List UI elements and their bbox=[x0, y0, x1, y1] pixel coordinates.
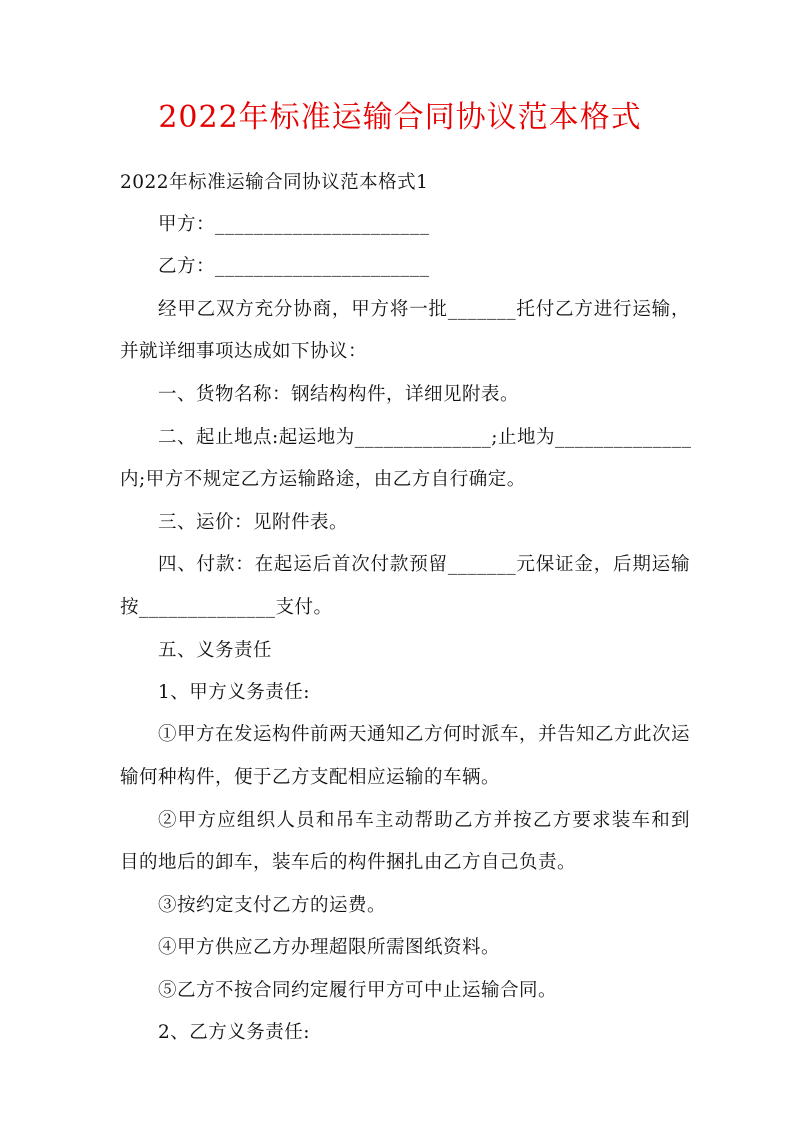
party-a-item-1: ①甲方在发运构件前两天通知乙方何时派车，并告知乙方此次运 bbox=[158, 724, 691, 745]
party-a-item-4: ④甲方供应乙方办理超限所需图纸资料。 bbox=[158, 937, 501, 958]
clause-price: 三、运价：见附件表。 bbox=[158, 512, 349, 533]
clause-payment: 四、付款：在起运后首次付款预留_______元保证金，后期运输 bbox=[158, 554, 690, 575]
paragraph-line: 经甲乙双方充分协商，甲方将一批_______托付乙方进行运输， bbox=[158, 299, 690, 320]
section-obligations: 五、义务责任 bbox=[158, 640, 273, 661]
party-b-line: 乙方：______________________ bbox=[158, 256, 430, 277]
document-title: 2022年标准运输合同协议范本格式 bbox=[158, 100, 642, 135]
subsection-party-a: 1、甲方义务责任: bbox=[158, 682, 311, 703]
party-a-item-1-cont: 输何种构件，便于乙方支配相应运输的车辆。 bbox=[120, 767, 501, 788]
party-a-line: 甲方：______________________ bbox=[158, 214, 430, 235]
document-subtitle: 2022年标准运输合同协议范本格式1 bbox=[120, 172, 429, 193]
party-a-item-5: ⑤乙方不按合同约定履行甲方可中止运输合同。 bbox=[158, 980, 558, 1001]
clause-locations-cont: 内;甲方不规定乙方运输路途，由乙方自行确定。 bbox=[120, 469, 526, 490]
party-a-item-2-cont: 目的地后的卸车，装车后的构件捆扎由乙方自己负责。 bbox=[120, 852, 577, 873]
clause-payment-cont: 按______________支付。 bbox=[120, 597, 333, 618]
paragraph-line: 并就详细事项达成如下协议： bbox=[120, 341, 368, 362]
clause-locations: 二、起止地点:起运地为______________;止地为______________ bbox=[158, 427, 692, 448]
party-a-item-2: ②甲方应组织人员和吊车主动帮助乙方并按乙方要求装车和到 bbox=[158, 810, 690, 831]
subsection-party-b: 2、乙方义务责任: bbox=[158, 1022, 311, 1043]
party-a-item-3: ③按约定支付乙方的运费。 bbox=[158, 895, 387, 916]
clause-goods-name: 一、货物名称：钢结构构件，详细见附表。 bbox=[158, 384, 520, 405]
